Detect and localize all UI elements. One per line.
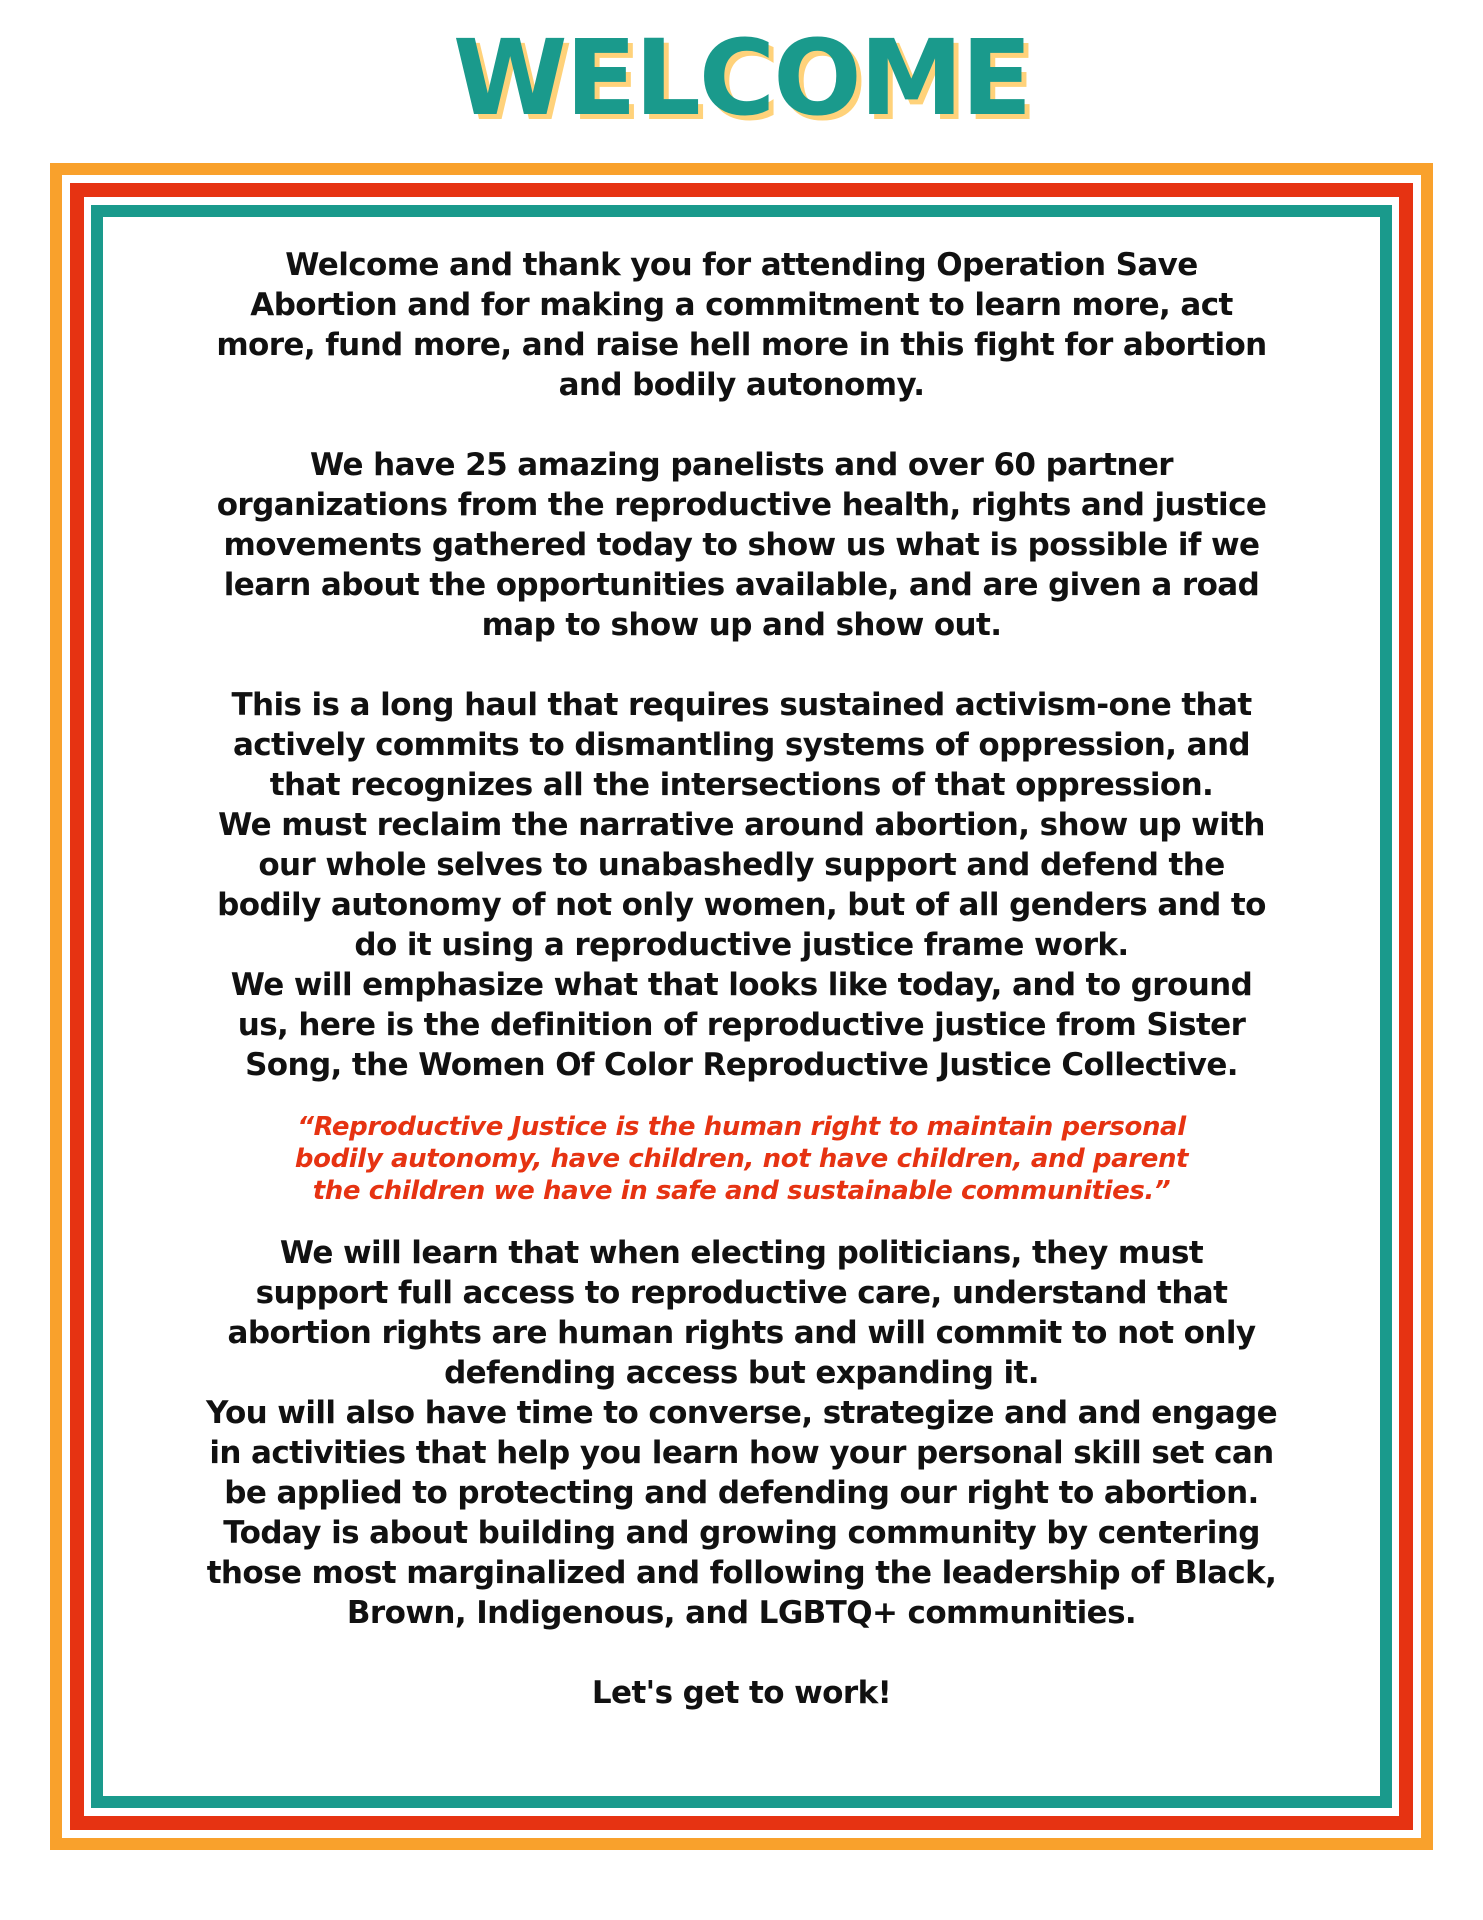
- paragraph-spacer: [103, 405, 1380, 445]
- activism-paragraph: This is a long haul that requires sustained activism-one that actively commits to dismantling systems of oppression, and that recognizes all the intersections of that oppression. We must reclaim the narrative around abortion, show up with our whole selves to unabashedly support and defend the bodily autonomy of not only women, but of all genders and to do it using a reproductive justice frame work. We will emphasize what that looks like today, and to ground us, here is the definition of reproductive justice from Sister Song, the Women Of Color Reproductive Justice Collective.: [217, 687, 1266, 1083]
- paragraph-spacer: [103, 645, 1380, 685]
- paragraph-spacer: [103, 1207, 1380, 1233]
- paragraph-spacer: [103, 1085, 1380, 1111]
- politicians-paragraph: We will learn that when electing politicians, they must support full access to reproductive care, understand that abortion rights are human rights and will commit to not only defending access but expanding it. You will also have time to converse, strategize and and engage in activities that help you learn how your personal skill set can be applied to protecting and defending our right to abortion. Today is about building and growing community by centering those most marginalized and following the leadership of Black, Brown, Indigenous, and LGBTQ+ communities.: [205, 1235, 1278, 1631]
- closing-line: Let's get to work!: [591, 1675, 892, 1711]
- paragraph-spacer: [103, 1633, 1380, 1673]
- reproductive-justice-quote: “Reproductive Justice is the human right to maintain personal bodily autonomy, have children, not have children, and parent the children we have in safe and sustainable communities.”: [294, 1112, 1189, 1206]
- intro-paragraph: Welcome and thank you for attending Operation Save Abortion and for making a commitment to learn more, act more, fund more, and raise hell more in this fight for abortion and bodily autonomy.: [216, 247, 1267, 403]
- page-title: WELCOME: [452, 17, 1031, 139]
- panelists-paragraph: We have 25 amazing panelists and over 60 partner organizations from the reproductive health, rights and justice movements gathered today to show us what is possible if we learn about the opportunities available, and are given a road map to show up and show out.: [216, 447, 1267, 643]
- welcome-letter: [103, 245, 1380, 1785]
